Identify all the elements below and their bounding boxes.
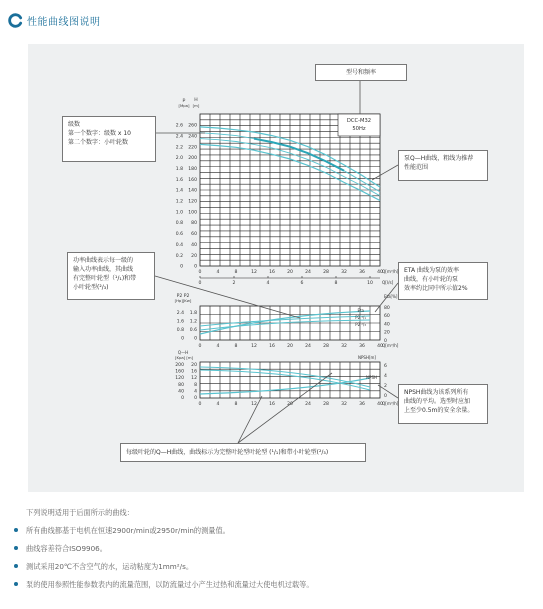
- q-tick-label: 36: [359, 270, 365, 275]
- eta-curve-callout: ETA 曲线为泵的效率 曲线，有小叶轮的泵 效率约比同中所示值2%: [398, 262, 488, 300]
- p-tick-label: 1.4: [175, 188, 183, 194]
- p-tick-label: 0: [180, 264, 183, 270]
- h-tick-label: 160: [188, 177, 197, 183]
- q-tick-label: 8: [234, 270, 238, 275]
- power-curve-callout: 功率曲线表示每一级的 输入功率曲线，其曲线 有完整叶轮型（¹/₁)和带 小叶轮型(²/₃): [67, 252, 155, 300]
- q-tick-label: 0: [198, 270, 202, 275]
- eta-tick: 20: [384, 330, 390, 336]
- q-tick-label: 12: [251, 344, 257, 349]
- q-tick-label: 40: [377, 344, 383, 349]
- npsh-kpa-tick: 40: [178, 389, 184, 395]
- p-tick-label: 0.8: [175, 221, 183, 227]
- page-title: 性能曲线图说明: [27, 16, 101, 28]
- p-tick-label: 1.6: [175, 177, 183, 183]
- q-axis-unit: Q[m³/h]: [382, 401, 399, 406]
- ls-tick-label: 8: [334, 281, 338, 286]
- npsh-right-label: NPSH[m]: [358, 355, 376, 360]
- notes-intro: 下列说明适用于后面所示的曲线：: [26, 508, 134, 517]
- eta-axis-label: Eta[%]: [384, 294, 398, 299]
- npsh-m-tick: 8: [194, 382, 197, 388]
- p-axis-label: p: [182, 98, 186, 103]
- stages-callout: 级数 第一个数字：级数 x 10 第二个数字：小叶轮数: [62, 116, 156, 162]
- npsh-qh-label: Q—H: [177, 350, 189, 355]
- eta-tick: 40: [384, 322, 390, 328]
- model-frequency-callout: 型号和频率: [315, 64, 407, 81]
- h-tick-label: 60: [191, 232, 197, 238]
- p-axis-unit: [Mpa]: [178, 103, 190, 108]
- q-tick-label: 12: [251, 402, 257, 407]
- npsh-m-tick: 4: [194, 389, 197, 395]
- q-tick-label: 8: [234, 402, 238, 407]
- npsh-right-tick: 0: [384, 394, 387, 399]
- h-axis-label: H: [194, 98, 198, 103]
- p-tick-label: 2.0: [175, 156, 183, 162]
- power-axis-unit: [Hp][Kw]: [174, 298, 192, 303]
- npsh-m-tick: 12: [191, 376, 197, 382]
- h-tick-label: 120: [188, 199, 197, 205]
- h-tick-label: 80: [191, 221, 197, 227]
- note-item: 泵的使用参照性能参数表内的流量范围，以防流量过小产生过热和流量过大使电机过载等。: [26, 580, 526, 590]
- frequency-label: 50Hz: [352, 126, 366, 132]
- ls-tick-label: 6: [300, 281, 304, 286]
- q-axis-unit: Q[m³/h]: [382, 269, 399, 274]
- ls-tick-label: 10: [367, 281, 373, 286]
- power-kw-tick: 1.8: [189, 311, 197, 316]
- h-tick-label: 220: [188, 145, 197, 151]
- power-kw-tick: 1.2: [189, 319, 197, 325]
- npsh-right-tick: 4: [384, 374, 387, 379]
- npsh-right-tick: 6: [384, 364, 387, 369]
- q-tick-label: 20: [287, 270, 293, 275]
- p-tick-label: 0.2: [175, 253, 183, 259]
- q-tick-label: 32: [341, 270, 347, 275]
- npsh-kpa-tick: 160: [175, 369, 184, 375]
- npsh-series-label: NPSH: [366, 375, 377, 380]
- ls-axis-unit: Q[l/s]: [382, 280, 394, 285]
- q-tick-label: 36: [359, 402, 365, 407]
- q-tick-label: 20: [287, 344, 293, 349]
- q-tick-label: 12: [251, 270, 257, 275]
- p2-small-label: P2 ²/₃: [355, 322, 366, 327]
- h-tick-label: 100: [188, 210, 197, 216]
- p-tick-label: 1.2: [175, 199, 183, 205]
- q-tick-label: 20: [287, 402, 293, 407]
- q-tick-label: 16: [269, 402, 275, 407]
- callout-leader: [238, 396, 262, 443]
- callout-leader: [378, 385, 398, 398]
- h-tick-label: 260: [188, 123, 197, 129]
- q-tick-label: 32: [341, 402, 347, 407]
- q-tick-label: 24: [305, 270, 311, 275]
- ls-tick-label: 2: [232, 281, 236, 286]
- q-tick-label: 0: [198, 344, 202, 349]
- note-item: 曲线容差符合ISO9906。: [26, 544, 526, 554]
- power-axis-label: P2 P2: [176, 294, 190, 299]
- power-hp-tick: 0.8: [176, 328, 184, 333]
- h-tick-label: 0: [194, 264, 197, 270]
- eta-tick: 60: [384, 314, 390, 320]
- p-tick-label: 1.8: [175, 166, 183, 172]
- p-tick-label: 2.4: [175, 134, 183, 140]
- p-tick-label: 1.0: [175, 210, 183, 216]
- eta-tick: 0: [384, 338, 387, 344]
- q-tick-label: 16: [269, 344, 275, 349]
- h-tick-label: 240: [188, 134, 197, 140]
- q-tick-label: 32: [341, 344, 347, 349]
- q-tick-label: 4: [216, 344, 220, 349]
- h-tick-label: 40: [191, 242, 197, 248]
- npsh-kpa-tick: 80: [178, 382, 184, 388]
- power-hp-tick: 1.6: [176, 319, 184, 325]
- npsh-right-tick: 2: [384, 384, 387, 389]
- npsh-kpa-tick: 200: [175, 363, 184, 368]
- npsh-kpa-tick: 0: [181, 396, 184, 401]
- h-tick-label: 180: [188, 166, 197, 172]
- q-tick-label: 0: [198, 402, 202, 407]
- q-tick-label: 40: [377, 402, 383, 407]
- power-kw-tick: 0: [194, 336, 197, 342]
- impeller-qh-callout: 每级叶轮的Q—H曲线，曲线标示为完整叶轮型叶轮型 (¹/₁)和带小叶轮型(²/₃): [120, 443, 366, 462]
- power-hp-tick: 2.4: [176, 311, 184, 316]
- note-item: 测试采用20℃不含空气的水，运动粘度为1mm²/s。: [26, 562, 526, 572]
- q-tick-label: 4: [216, 402, 220, 407]
- npsh-m-tick: 20: [191, 363, 197, 368]
- q-tick-label: 4: [216, 270, 220, 275]
- model-label: DCC-M32: [346, 118, 372, 124]
- npsh-curve-callout: NPSH曲线为该系列所有 曲线的平均。选型时应加 上至少0.5m的安全余量。: [398, 384, 488, 424]
- power-hp-tick: 0: [181, 336, 184, 342]
- q-tick-label: 28: [323, 402, 329, 407]
- p-tick-label: 2.6: [175, 123, 183, 129]
- h-tick-label: 20: [191, 253, 197, 259]
- npsh-kpa-tick: 120: [175, 376, 184, 382]
- h-axis-unit: [m]: [192, 103, 200, 108]
- q-tick-label: 24: [305, 402, 311, 407]
- q-tick-label: 40: [377, 270, 383, 275]
- p-tick-label: 2.2: [175, 145, 183, 151]
- p2-full-label: P2 ¹/₁: [355, 315, 366, 320]
- q-tick-label: 24: [305, 344, 311, 349]
- eta-series-label: Eta: [357, 308, 364, 313]
- power-kw-tick: 0.6: [189, 328, 197, 333]
- q-tick-label: 36: [359, 344, 365, 349]
- q-tick-label: 28: [323, 344, 329, 349]
- npsh-m-tick: 16: [191, 369, 197, 375]
- p-tick-label: 0.4: [175, 242, 183, 248]
- ls-tick-label: 4: [266, 281, 270, 286]
- ls-tick-label: 0: [198, 281, 202, 286]
- q-tick-label: 28: [323, 270, 329, 275]
- qh-curve-callout: 泵Q—H曲线，粗线为推荐 性能范围: [398, 150, 488, 181]
- notes: [26, 508, 526, 598]
- p-tick-label: 0.6: [175, 232, 183, 238]
- q-tick-label: 8: [234, 344, 238, 349]
- npsh-axis-unit: [Kpa] [m]: [174, 355, 194, 360]
- q-tick-label: 16: [269, 270, 275, 275]
- eta-tick: 80: [384, 306, 390, 311]
- q-axis-unit: Q[m³/h]: [382, 343, 399, 348]
- h-tick-label: 140: [188, 188, 197, 194]
- h-tick-label: 200: [188, 156, 197, 162]
- npsh-m-tick: 0: [194, 396, 197, 401]
- note-item: 所有曲线都基于电机在恒速2900r/min或2950r/min的测量值。: [26, 526, 526, 536]
